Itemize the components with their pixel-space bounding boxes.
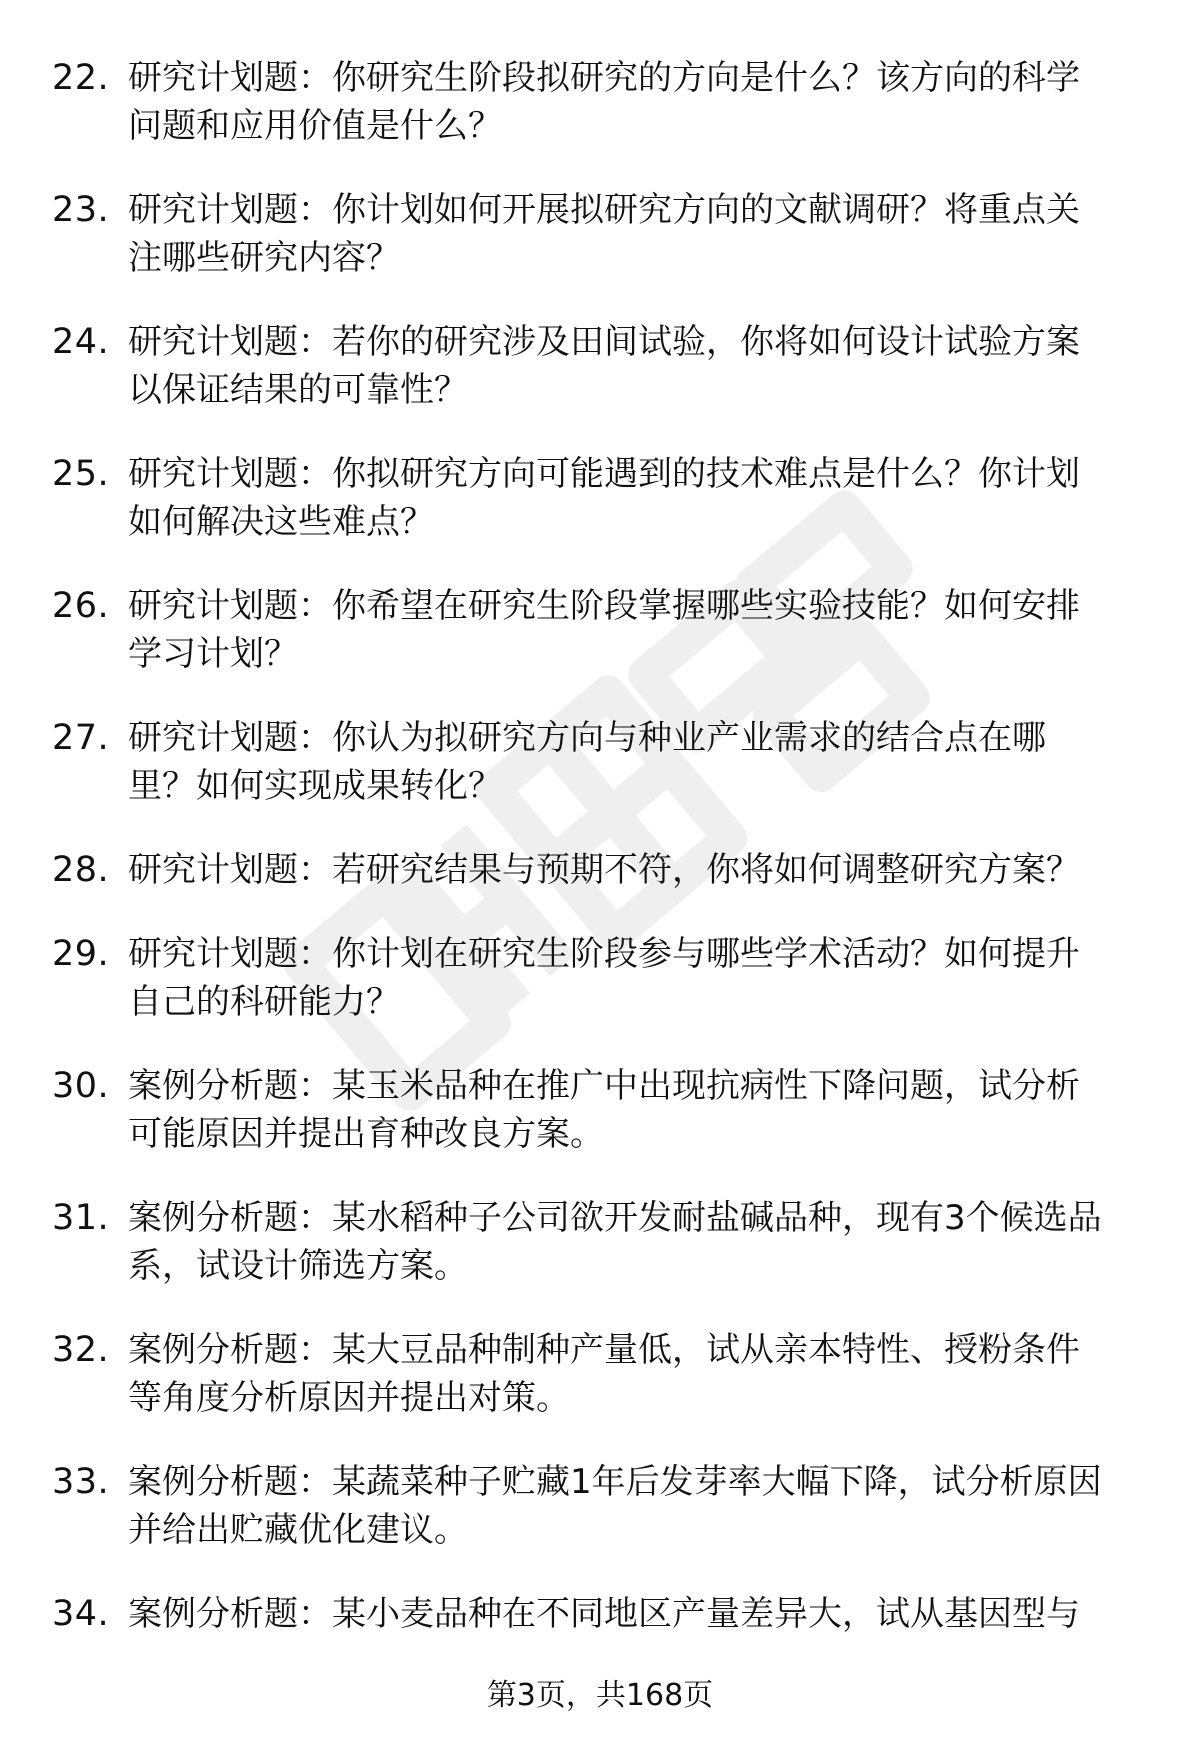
item-text: 研究计划题：你拟研究方向可能遇到的技术难点是什么？你计划 如何解决这些难点？ [128, 454, 1080, 542]
list-item [0, 450, 1200, 582]
item-number: 34. [52, 1594, 110, 1634]
item-text: 研究计划题：你希望在研究生阶段掌握哪些实验技能？如何安排 学习计划？ [128, 586, 1080, 674]
item-number: 23. [52, 190, 110, 230]
item-number: 32. [52, 1330, 110, 1370]
item-text: 案例分析题：某蔬菜种子贮藏1年后发芽率大幅下降，试分析原因 并给出贮藏优化建议。 [128, 1462, 1102, 1550]
page-number: 第3页，共168页 [486, 1678, 714, 1713]
list-item [0, 318, 1200, 450]
list-item [0, 54, 1200, 186]
item-number: 26. [52, 586, 110, 626]
list-item [0, 1458, 1200, 1590]
item-text: 研究计划题：你研究生阶段拟研究的方向是什么？该方向的科学 问题和应用价值是什么？ [128, 58, 1080, 146]
item-text: 案例分析题：某小麦品种在不同地区产量差异大，试从基因型与 [128, 1594, 1080, 1634]
list-item [0, 714, 1200, 846]
item-number: 22. [52, 58, 110, 98]
item-text: 案例分析题：某水稻种子公司欲开发耐盐碱品种，现有3个候选品 系，试设计筛选方案。 [128, 1198, 1102, 1286]
list-item [0, 1194, 1200, 1326]
question-list [0, 54, 1200, 1674]
item-text: 研究计划题：你计划如何开展拟研究方向的文献调研？将重点关 注哪些研究内容？ [128, 190, 1080, 278]
item-number: 27. [52, 718, 110, 758]
list-item [0, 1326, 1200, 1458]
item-text: 案例分析题：某大豆品种制种产量低，试从亲本特性、授粉条件 等角度分析原因并提出对策。 [128, 1330, 1080, 1418]
item-number: 31. [52, 1198, 110, 1238]
list-item [0, 186, 1200, 318]
item-text: 研究计划题：若研究结果与预期不符，你将如何调整研究方案？ [128, 850, 1080, 890]
list-item [0, 582, 1200, 714]
item-number: 29. [52, 934, 110, 974]
item-number: 30. [52, 1066, 110, 1106]
list-item [0, 1590, 1200, 1674]
list-item [0, 846, 1200, 930]
item-number: 28. [52, 850, 110, 890]
list-item [0, 930, 1200, 1062]
item-number: 24. [52, 322, 110, 362]
item-text: 研究计划题：你计划在研究生阶段参与哪些学术活动？如何提升 自己的科研能力？ [128, 934, 1080, 1022]
item-text: 案例分析题：某玉米品种在推广中出现抗病性下降问题，试分析 可能原因并提出育种改良方案。 [128, 1066, 1080, 1154]
item-text: 研究计划题：若你的研究涉及田间试验，你将如何设计试验方案 以保证结果的可靠性？ [128, 322, 1080, 410]
list-item [0, 1062, 1200, 1194]
item-text: 研究计划题：你认为拟研究方向与种业产业需求的结合点在哪 里？如何实现成果转化？ [128, 718, 1046, 806]
item-number: 25. [52, 454, 110, 494]
item-number: 33. [52, 1462, 110, 1502]
